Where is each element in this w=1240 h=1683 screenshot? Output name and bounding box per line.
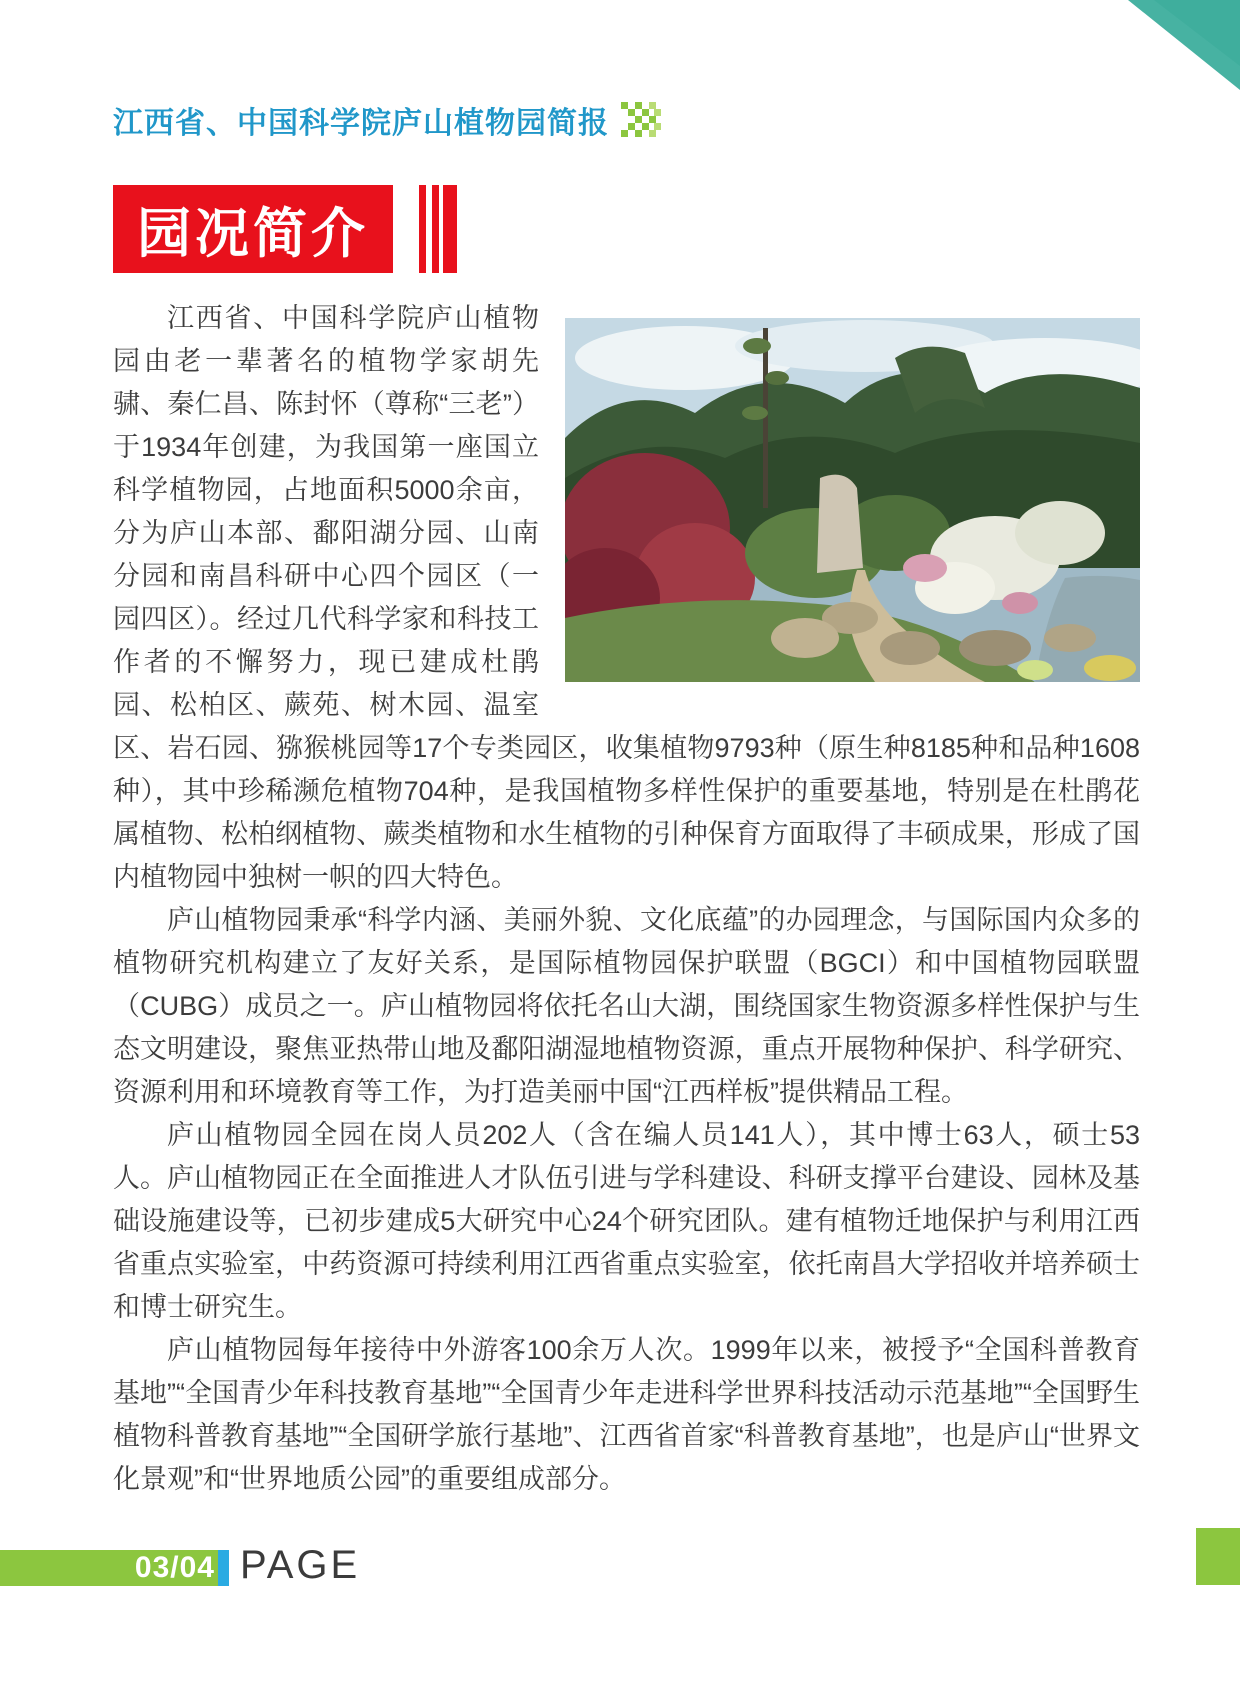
page-number-bar [0,1550,218,1586]
bulletin-header [113,98,661,142]
right-edge-bar [1196,1528,1240,1585]
garden-photo [565,318,1140,682]
paragraph-4: 庐山植物园每年接待中外游客100余万人次。1999年以来，被授予“全国科普教育基地”“全国青少年科技教育基地”“全国青少年走进科学世界科技活动示范基地”“全国野生植物科普教育基地”“全国研学旅行基地”、江西省首家“科普教育基地”，也是庐山“世界文化景观”和“世界地质公园”的重要组成部分。 [113,1335,1140,1494]
paragraph-1: 江西省、中国科学院庐山植物园由老一辈著名的植物学家胡先骕、秦仁昌、陈封怀（尊称“三老”）于1934年创建，为我国第一座国立科学植物园，占地面积5000余亩，分为庐山本部、鄱阳湖分园、山南分园和南昌科研中心四个园区（一园四区）。经过几代科学家和科技工作者的不懈努力，现已建成杜鹃园、松柏区、蕨苑、树木园、温室区、岩石园、猕猴桃园等17个专类园区，收集植物9793种（原生种8185种和品种1608种），其中珍稀濒危植物704种，是我国植物多样性保护的重要基地，特别是在杜鹃花属植物、松柏纲植物、蕨类植物和水生植物的引种保育方面取得了丰硕成果，形成了国内植物园中独树一帜的四大特色。 [113,303,1140,892]
paragraph-2: 庐山植物园秉承“科学内涵、美丽外貌、文化底蕴”的办园理念，与国际国内众多的植物研究机构建立了友好关系，是国际植物园保护联盟（BGCI）和中国植物园联盟（CUBG）成员之一。庐山植物园将依托名山大湖，围绕国家生物资源多样性保护与生态文明建设，聚焦亚热带山地及鄱阳湖湿地植物资源，重点开展物种保护、科学研究、资源利用和环境教育等工作，为打造美丽中国“江西样板”提供精品工程。 [113,905,1140,1107]
section-banner [113,185,393,273]
double-chevron-icon [621,102,661,138]
paragraph-3: 庐山植物园全园在岗人员202人（含在编人员141人），其中博士63人，硕士53人。庐山植物园正在全面推进人才队伍引进与学科建设、科研支撑平台建设、园林及基础设施建设等，已初步建成5大研究中心24个研究团队。建有植物迁地保护与利用江西省重点实验室，中药资源可持续利用江西省重点实验室，依托南昌大学招收并培养硕士和博士研究生。 [113,1120,1140,1322]
section-banner-title: 园况简介 [137,203,369,264]
page-number: 03/04 [134,1551,215,1584]
banner-stripe [443,185,457,273]
bulletin-title: 江西省、中国科学院庐山植物园简报 [113,107,609,140]
banner-stripe [432,185,439,273]
article-body [113,297,1140,1501]
page-label: PAGE [240,1543,361,1587]
corner-decoration [1128,0,1240,90]
blue-tick-decoration [218,1550,229,1586]
banner-stripe [419,185,426,273]
